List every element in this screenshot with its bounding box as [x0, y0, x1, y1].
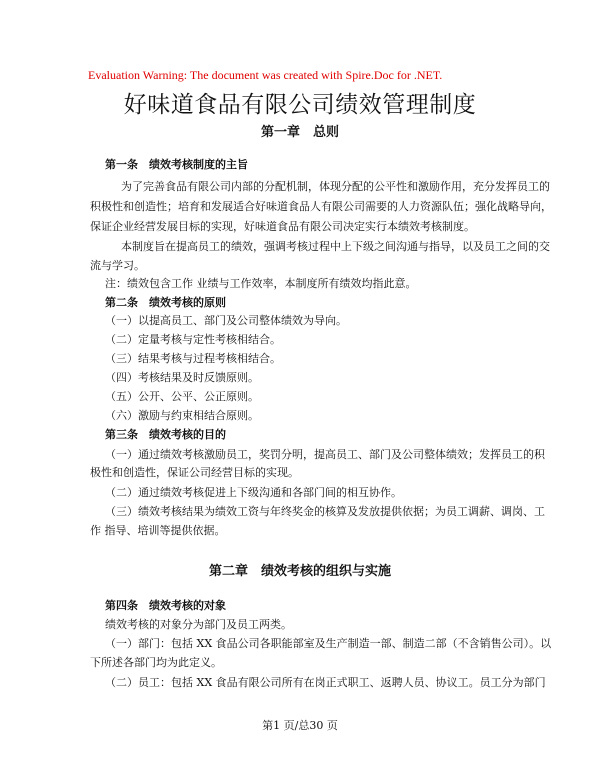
article-2-item: （一）以提高员工、部门及公司整体绩效为导向。 — [105, 314, 347, 327]
article-2-item: （六）激励与约束相结合原则。 — [105, 409, 259, 422]
article-3-item-3-line-2: 作 指导、培训等提供依据。 — [90, 524, 226, 537]
evaluation-warning: Evaluation Warning: The document was created with Spire.Doc for .NET. — [88, 68, 443, 82]
article-1-note: 注：绩效包含工作 业绩与工作效率，本制度所有绩效均指此意。 — [105, 277, 417, 290]
article-1-paragraph-1-line-1: 为了完善食品有限公司内部的分配机制，体现分配的公平性和激励作用，充分发挥员工的 — [121, 180, 550, 193]
article-2-item: （四）考核结果及时反馈原则。 — [105, 371, 259, 384]
article-3-item-2: （二）通过绩效考核促进上下级沟通和各部门间的相互协作。 — [105, 486, 402, 499]
article-1-heading: 第一条 绩效考核制度的主旨 — [105, 158, 248, 171]
article-3-item-1-line-2: 极性和创造性，保证公司经营目标的实现。 — [90, 466, 299, 479]
chapter-2-heading: 第二章 绩效考核的组织与实施 — [208, 564, 391, 579]
article-3-item-3-line-1: （三）绩效考核结果为绩效工资与年终奖金的核算及发放提供依据；为员工调薪、调岗、工 — [105, 505, 545, 518]
article-4-intro: 绩效考核的对象分为部门及员工两类。 — [105, 618, 292, 631]
chapter-1-heading: 第一章 总则 — [260, 125, 339, 140]
article-4-heading: 第四条 绩效考核的对象 — [105, 599, 226, 612]
article-2-heading: 第二条 绩效考核的原则 — [105, 296, 226, 309]
article-3-item-1-line-1: （一）通过绩效考核激励员工，奖罚分明，提高员工、部门及公司整体绩效；发挥员工的积 — [105, 448, 545, 461]
article-4-item-2-line-1: （二）员工：包括 XX 食品有限公司所有在岗正式职工、返聘人员、协议工。员工分为部门 — [105, 676, 546, 689]
article-4-item-1-line-1: （一）部门：包括 XX 食品公司各职能部室及生产制造一部、制造二部（不含销售公司）。以 — [105, 637, 552, 650]
article-1-paragraph-2-line-1: 本制度旨在提高员工的绩效，强调考核过程中上下级之间沟通与指导，以及员工之间的交 — [121, 240, 550, 253]
article-1-paragraph-1-line-3: 保证企业经营发展目标的实现，好味道食品有限公司决定实行本绩效考核制度。 — [90, 220, 475, 233]
article-3-heading: 第三条 绩效考核的目的 — [105, 428, 226, 441]
document-title: 好味道食品有限公司绩效管理制度 — [123, 92, 477, 118]
article-4-item-1-line-2: 下所述各部门均为此定义。 — [90, 656, 222, 669]
page-footer: 第1 页/总30 页 — [262, 719, 338, 732]
article-1-paragraph-2-line-2: 流与学习。 — [90, 259, 145, 272]
article-2-item: （五）公开、公平、公正原则。 — [105, 390, 259, 403]
article-2-item: （三）结果考核与过程考核相结合。 — [105, 352, 281, 365]
article-1-paragraph-1-line-2: 积极性和创造性；培育和发展适合好味道食品人有限公司需要的人力资源队伍；强化战略导向， — [90, 200, 552, 213]
article-2-item: （二）定量考核与定性考核相结合。 — [105, 333, 281, 346]
